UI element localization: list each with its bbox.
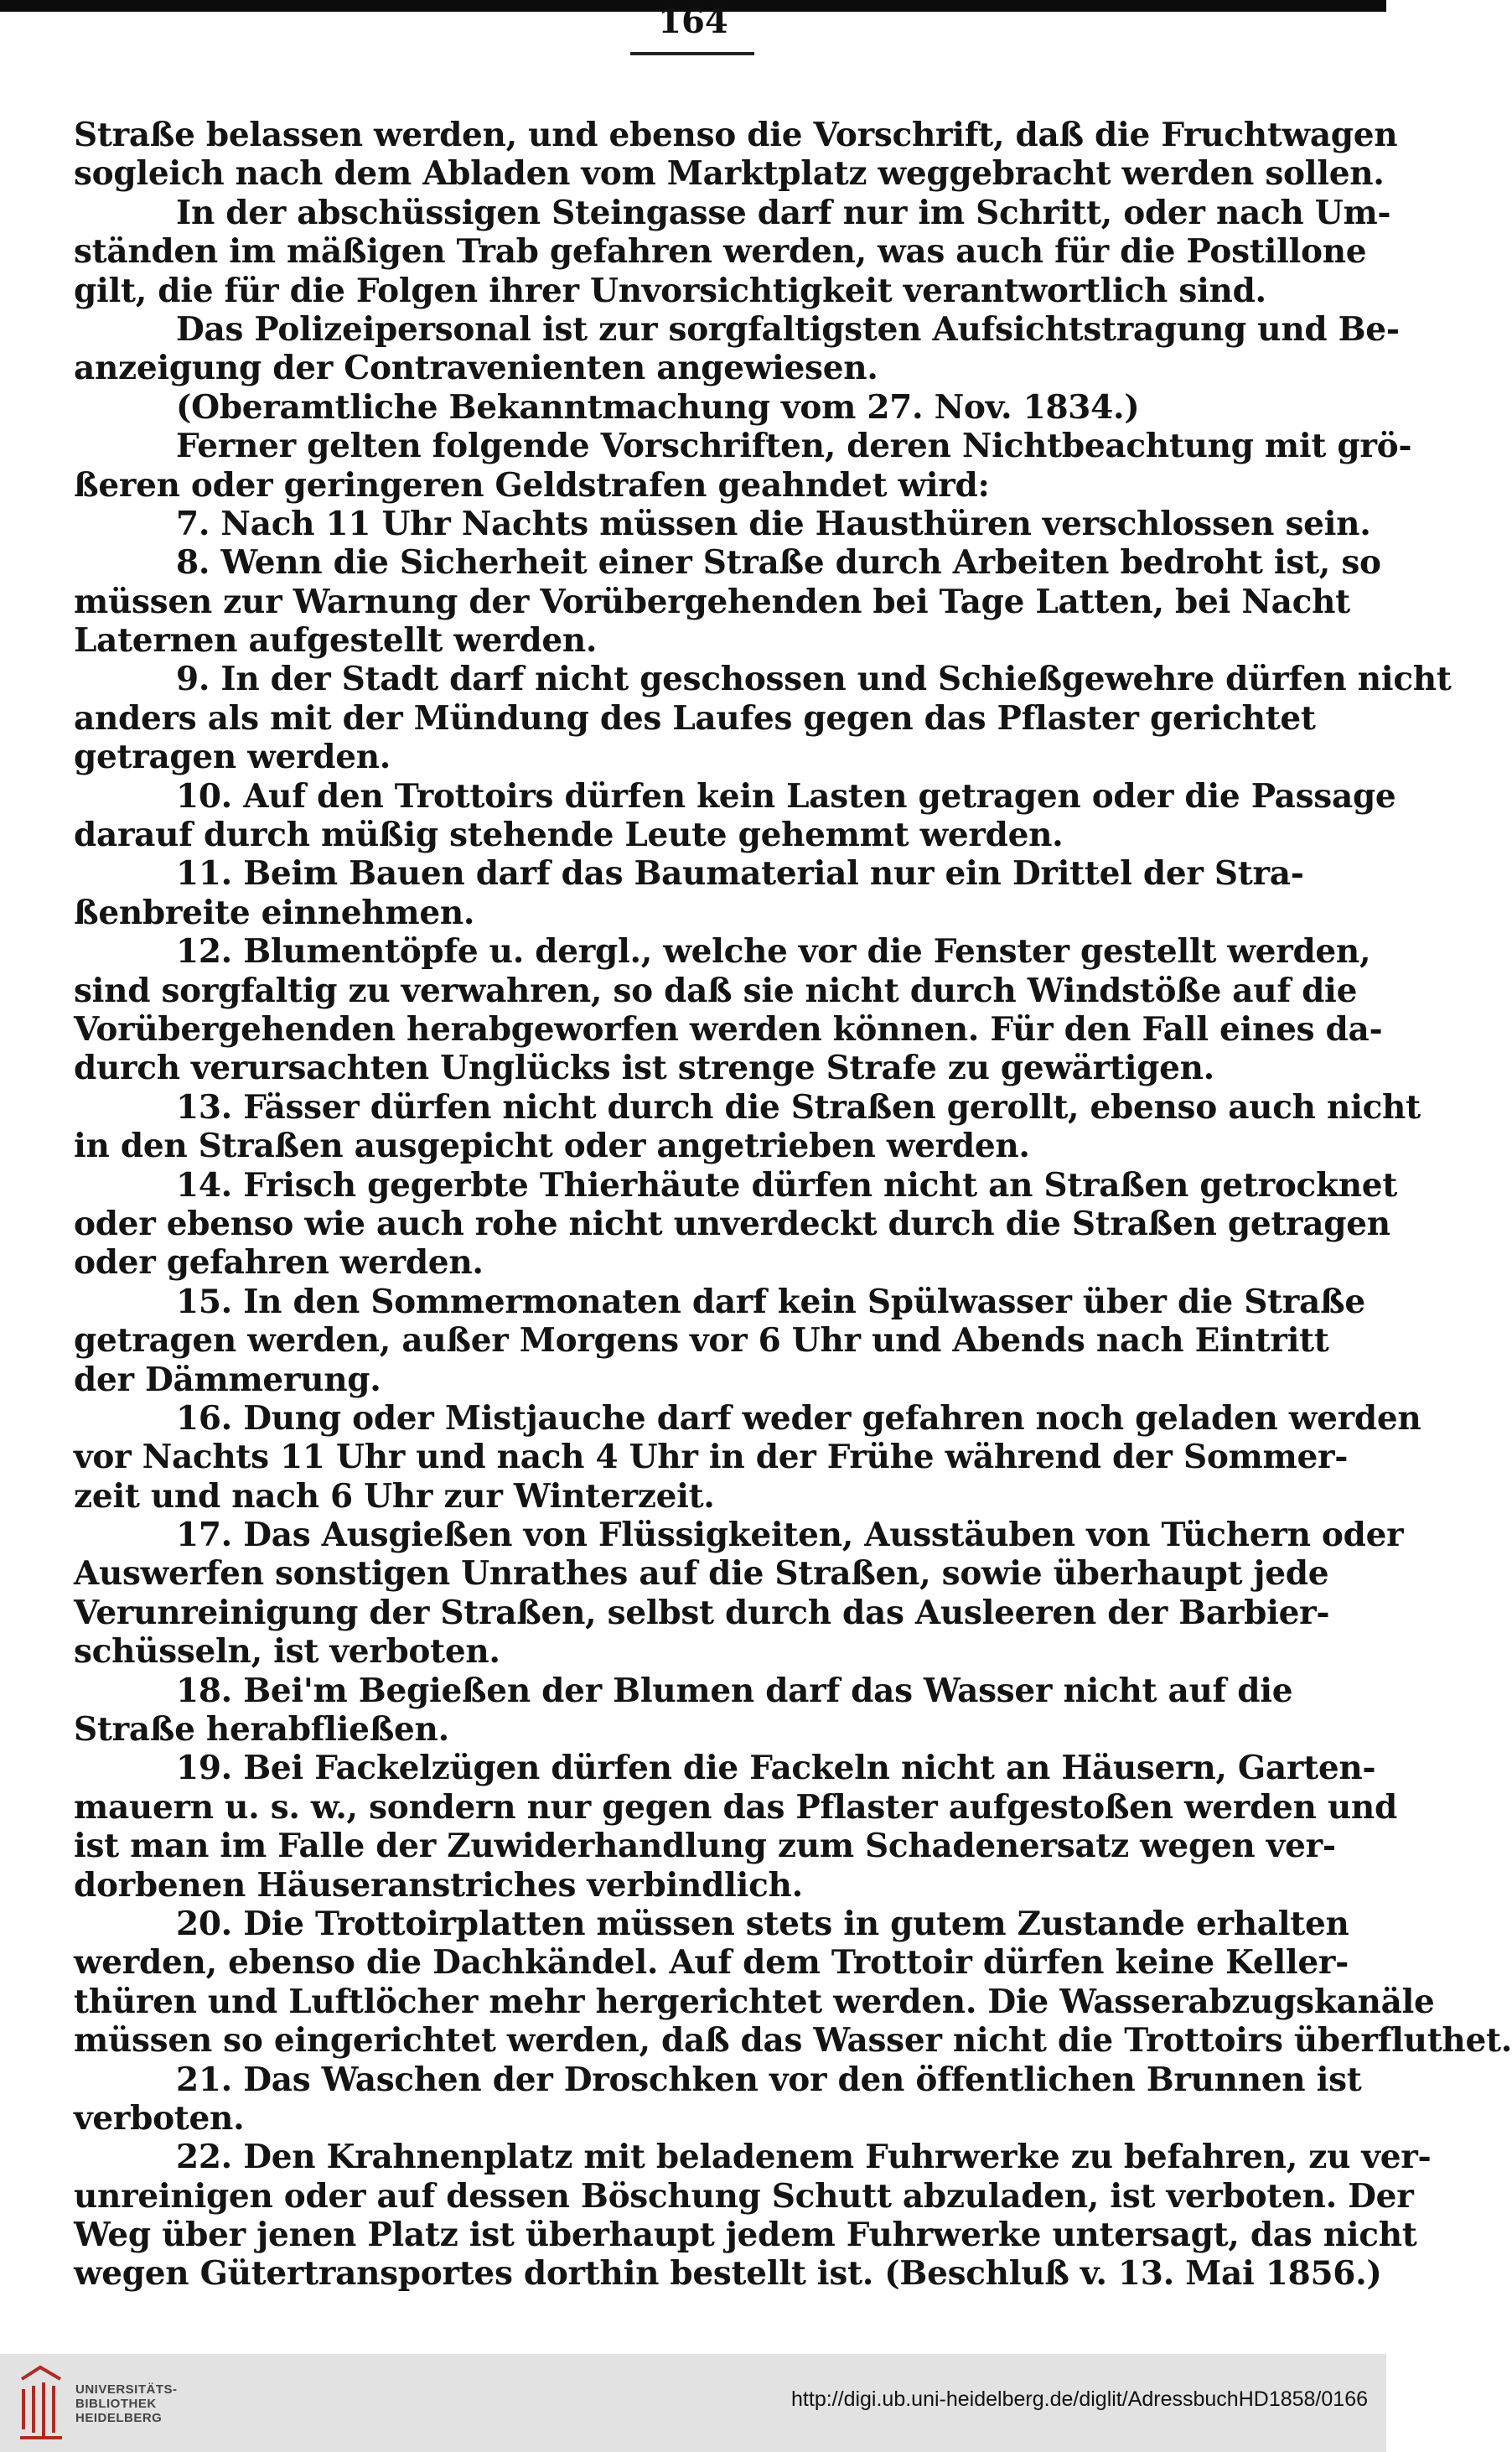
text-line: 22. Den Krahnenplatz mit beladenem Fuhrwerke zu befahren, zu ver- (176, 2138, 1432, 2177)
text-line: (Oberamtliche Bekanntmachung vom 27. Nov. 1834.) (176, 387, 1140, 427)
text-line: ßenbreite einnehmen. (74, 893, 475, 932)
source-url[interactable]: http://digi.ub.uni-heidelberg.de/diglit/AdressbuchHD1858/0166 (791, 2387, 1368, 2411)
text-line: Das Polizeipersonal ist zur sorgfaltigsten Aufsichtstragung und Be- (176, 309, 1400, 349)
text-line: 21. Das Waschen der Droschken vor den öffentlichen Brunnen ist (176, 2060, 1362, 2099)
library-name-line: HEIDELBERG (75, 2411, 163, 2425)
library-seal-icon (15, 2361, 67, 2444)
text-line: sind sorgfaltig zu verwahren, so daß sie nicht durch Windstöße auf die (74, 971, 1358, 1010)
text-line: wegen Gütertransportes dorthin bestellt ist. (Beschluß v. 13. Mai 1856.) (74, 2254, 1382, 2294)
text-line: Straße herabfließen. (74, 1710, 449, 1750)
text-line: werden, ebenso die Dachkändel. Auf dem Trottoir dürfen keine Keller- (74, 1943, 1349, 1983)
text-line: 16. Dung oder Mistjauche darf weder gefahren noch geladen werden (176, 1398, 1421, 1438)
text-line: getragen werden, außer Morgens vor 6 Uhr und Abends nach Eintritt (74, 1321, 1329, 1361)
text-line: ßeren oder geringeren Geldstrafen geahndet wird: (74, 465, 990, 505)
page-number-rule (630, 52, 754, 55)
text-line: anzeigung der Contravenienten angewiesen. (74, 349, 878, 388)
text-line: darauf durch müßig stehende Leute gehemmt werden. (74, 816, 1064, 855)
text-line: der Dämmerung. (74, 1360, 381, 1399)
page-number: 164 (658, 2, 728, 41)
text-line: 17. Das Ausgießen von Flüssigkeiten, Ausstäuben von Tüchern oder (176, 1516, 1404, 1555)
text-line: 10. Auf den Trottoirs dürfen kein Lasten getragen oder die Passage (176, 776, 1396, 816)
text-line: Auswerfen sonstigen Unrathes auf die Straßen, sowie überhaupt jede (74, 1554, 1329, 1594)
text-line: thüren und Luftlöcher mehr hergerichtet werden. Die Wasserabzugskanäle (74, 1982, 1435, 2021)
text-line: vor Nachts 11 Uhr und nach 4 Uhr in der Frühe während der Sommer- (74, 1438, 1349, 1477)
text-line: Straße belassen werden, und ebenso die Vorschrift, daß die Fruchtwagen (74, 116, 1398, 154)
text-line: müssen zur Warnung der Vorübergehenden bei Tage Latten, bei Nacht (74, 582, 1350, 621)
text-line: oder gefahren werden. (74, 1243, 484, 1283)
text-line: 18. Bei'm Begießen der Blumen darf das Wasser nicht auf die (176, 1671, 1293, 1710)
text-line: gilt, die für die Folgen ihrer Unvorsichtigkeit verantwortlich sind. (74, 271, 1266, 310)
text-line: Ferner gelten folgende Vorschriften, deren Nichtbeachtung mit grö- (176, 427, 1412, 466)
text-line: 13. Fässer dürfen nicht durch die Straßen gerollt, ebenso auch nicht (176, 1087, 1421, 1127)
text-line: Weg über jenen Platz ist überhaupt jedem Fuhrwerke untersagt, das nicht (74, 2216, 1417, 2255)
library-footer (0, 2354, 1386, 2452)
text-line: 20. Die Trottoirplatten müssen stets in gutem Zustande erhalten (176, 1904, 1349, 1943)
text-line: dorbenen Häuseranstriches verbindlich. (74, 1865, 803, 1905)
document-body (74, 116, 1512, 2294)
text-line: 15. In den Sommermonaten darf kein Spülwasser über die Straße (176, 1282, 1365, 1321)
text-line: mauern u. s. w., sondern nur gegen das Pflaster aufgestoßen werden und (74, 1787, 1397, 1827)
text-line: Verunreinigung der Straßen, selbst durch das Ausleeren der Barbier- (74, 1593, 1330, 1632)
text-line: unreinigen oder auf dessen Böschung Schutt abzuladen, ist verboten. Der (74, 2176, 1414, 2216)
text-line: 7. Nach 11 Uhr Nachts müssen die Hausthüren verschlossen sein. (176, 504, 1371, 543)
text-line: schüsseln, ist verboten. (74, 1632, 500, 1672)
text-line: 11. Beim Bauen darf das Baumaterial nur ein Drittel der Stra- (176, 854, 1304, 894)
text-line: getragen werden. (74, 738, 391, 777)
text-line: anders als mit der Mündung des Laufes gegen das Pflaster gerichtet (74, 698, 1316, 738)
text-line: In der abschüssigen Steingasse darf nur im Schritt, oder nach Um- (176, 193, 1391, 232)
text-line: 12. Blumentöpfe u. dergl., welche vor die Fenster gestellt werden, (176, 932, 1371, 972)
text-line: durch verursachten Unglücks ist strenge Strafe zu gewärtigen. (74, 1049, 1214, 1088)
text-line: sogleich nach dem Abladen vom Marktplatz weggebracht werden sollen. (74, 154, 1385, 194)
text-line: verboten. (74, 2098, 245, 2138)
text-line: 14. Frisch gegerbte Thierhäute dürfen nicht an Straßen getrocknet (176, 1165, 1397, 1205)
text-line: oder ebenso wie auch rohe nicht unverdeckt durch die Straßen getragen (74, 1204, 1390, 1243)
text-line: 19. Bei Fackelzügen dürfen die Fackeln nicht an Häusern, Garten- (176, 1749, 1376, 1788)
library-name (75, 2382, 178, 2425)
text-line: zeit und nach 6 Uhr zur Winterzeit. (74, 1476, 715, 1516)
text-line: 9. In der Stadt darf nicht geschossen und Schießgewehre dürfen nicht (176, 660, 1452, 699)
text-line: 8. Wenn die Sicherheit einer Straße durch Arbeiten bedroht ist, so (176, 543, 1381, 583)
text-line: in den Straßen ausgepicht oder angetrieben werden. (74, 1127, 1030, 1166)
library-name-line: BIBLIOTHEK (75, 2397, 157, 2411)
library-name-line: UNIVERSITÄTS- (75, 2382, 178, 2397)
text-line: Vorübergehenden herabgeworfen werden können. Für den Fall eines da- (74, 1009, 1383, 1049)
text-line: ständen im mäßigen Trab gefahren werden, was auch für die Postillone (74, 232, 1367, 272)
text-line: müssen so eingerichtet werden, daß das Wasser nicht die Trottoirs überfluthet. (74, 2021, 1512, 2061)
text-line: Laternen aufgestellt werden. (74, 621, 598, 661)
text-line: ist man im Falle der Zuwiderhandlung zum Schadenersatz wegen ver- (74, 1827, 1336, 1866)
